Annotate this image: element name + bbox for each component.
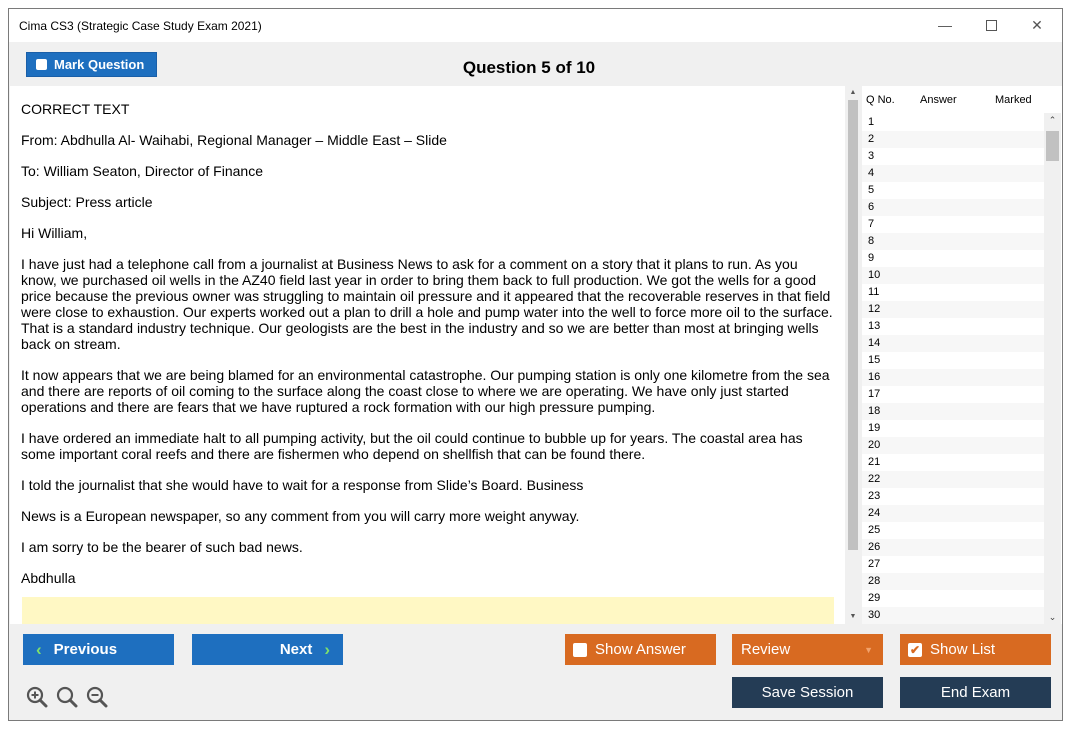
question-number: 25 [868,524,881,536]
chevron-down-icon[interactable]: ⌄ [1048,612,1057,622]
window-title: Cima CS3 (Strategic Case Study Exam 2021) [19,19,262,33]
content-paragraph: CORRECT TEXT [21,101,130,117]
show-list-button[interactable] [900,634,1051,665]
question-row[interactable] [862,471,1044,488]
save-session-label: Save Session [761,684,854,701]
show-list-label: Show List [930,641,996,658]
title-bar [9,9,1062,42]
question-number: 20 [868,439,881,451]
question-number: 27 [868,558,881,570]
zoom-reset-icon[interactable] [56,686,78,708]
question-row[interactable] [862,505,1044,522]
question-number: 9 [868,252,875,264]
question-number: 19 [868,422,881,434]
next-label: Next [279,641,313,658]
question-number: 8 [868,235,875,247]
question-number: 6 [868,201,875,213]
qno-header: Q No. [866,94,895,106]
question-list-header [862,86,1042,111]
question-number: 22 [868,473,881,485]
question-row[interactable] [862,386,1044,403]
question-row[interactable] [862,250,1044,267]
review-dropdown[interactable] [732,634,883,665]
content-paragraph: I have just had a telephone call from a journalist at Business News to ask for a comment on a story that it plans to run. As you know, we purchased oil wells in the AZ40 field last year in order to bring them back to full production. We got the wells for a good price because the previous owner was struggling to maintain oil pressure and it appeared that the recoverable reserves in that field were close to exhaustion. Our experts worked out a plan to drill a hole and pump water into the well to force more oil to the surface. That is a standard industry technique. Our geologists are the best in the industry and so we are better than most at bringing wells back on stream. [21,256,833,352]
review-label: Review [741,641,791,658]
question-number: 26 [868,541,881,553]
content-paragraph: Hi William, [21,225,88,241]
question-row[interactable] [862,148,1044,165]
content-scrollbar[interactable] [845,86,861,624]
content-paragraph: News is a European newspaper, so any comment from you will carry more weight anyway. [21,508,580,524]
zoom-out-icon[interactable] [86,686,108,708]
scroll-down-icon[interactable]: ▼ [849,613,857,620]
question-row[interactable] [862,369,1044,386]
question-row[interactable] [862,539,1044,556]
app-window [8,8,1063,721]
question-list-scrollbar[interactable] [1044,113,1061,624]
question-row[interactable] [862,590,1044,607]
chevron-right-icon: › [324,639,330,659]
maximize-button[interactable] [971,13,1011,37]
content-paragraph: It now appears that we are being blamed for an environmental catastrophe. Our pumping station is only one kilometre from the sea and there are reports of oil coming to the surface along the coast close to where we are operating. We have only just started operations and there are fears that we have ruptured a rock formation with our high pressure pumping. [21,367,830,415]
question-number: 24 [868,507,881,519]
mark-question-label: Mark Question [54,57,145,72]
question-row[interactable] [862,556,1044,573]
question-number: 7 [868,218,875,230]
question-number: 12 [868,303,881,315]
question-row[interactable] [862,233,1044,250]
content-paragraph: I have ordered an immediate halt to all pumping activity, but the oil could continue to bubble up for years. The coastal area has some important coral reefs and there are fishermen who depend on shellfish that can be found there. [21,430,803,462]
question-number: 17 [868,388,881,400]
show-answer-checkbox-icon [573,643,587,657]
question-row[interactable] [862,607,1044,624]
show-answer-label: Show Answer [595,641,686,658]
question-list-scroll-thumb[interactable] [1046,131,1059,161]
close-icon: ✕ [1031,16,1043,33]
question-number: 16 [868,371,881,383]
chevron-left-icon: ‹ [36,639,42,659]
next-button[interactable] [192,634,343,665]
question-row[interactable] [862,114,1044,131]
scroll-up-icon[interactable]: ▲ [849,89,857,96]
end-exam-button[interactable] [900,677,1051,708]
content-paragraph: Abdhulla [21,570,76,586]
question-content [10,86,845,624]
previous-label: Previous [53,641,118,658]
minimize-button[interactable] [925,13,965,37]
question-row[interactable] [862,199,1044,216]
question-row[interactable] [862,335,1044,352]
show-list-checkbox-icon: ✔ [909,642,921,657]
question-row[interactable] [862,267,1044,284]
zoom-in-icon[interactable] [26,686,48,708]
question-row[interactable] [862,573,1044,590]
question-row[interactable] [862,318,1044,335]
question-number: 18 [868,405,881,417]
question-number: 21 [868,456,881,468]
content-paragraph: I told the journalist that she would have to wait for a response from Slide’s Board. Business [21,477,584,493]
previous-button[interactable] [23,634,174,665]
content-paragraph: I am sorry to be the bearer of such bad news. [21,539,303,555]
question-number: 4 [868,167,875,179]
question-row[interactable] [862,454,1044,471]
question-number: 11 [868,286,880,298]
question-number: 30 [868,609,881,621]
question-number: 13 [868,320,881,332]
end-exam-label: End Exam [940,684,1011,701]
content-paragraph: Subject: Press article [21,194,153,210]
content-scroll-thumb[interactable] [848,100,858,550]
question-row[interactable] [862,437,1044,454]
question-row[interactable] [862,216,1044,233]
chevron-down-icon: ▼ [864,644,873,655]
question-row[interactable] [862,352,1044,369]
show-answer-button[interactable] [565,634,716,665]
question-row[interactable] [862,165,1044,182]
question-row[interactable] [862,131,1044,148]
question-row[interactable] [862,182,1044,199]
question-number: 1 [868,116,875,128]
question-toolbar [9,42,1062,87]
question-row[interactable] [862,284,1044,301]
question-row[interactable] [862,301,1044,318]
question-number: 3 [868,150,875,162]
question-row[interactable] [862,420,1044,437]
marked-header: Marked [995,94,1032,106]
question-list [862,86,1062,624]
question-number: 5 [868,184,875,196]
content-paragraph: From: Abdhulla Al- Waihabi, Regional Manager – Middle East – Slide [21,132,447,148]
question-number: 10 [868,269,881,281]
question-row[interactable] [862,403,1044,420]
maximize-icon [986,20,997,31]
save-session-button[interactable] [732,677,883,708]
content-paragraph: To: William Seaton, Director of Finance [21,163,263,179]
question-title: Question 5 of 10 [462,58,596,77]
close-button[interactable] [1017,13,1057,37]
question-number: 28 [868,575,881,587]
question-number: 23 [868,490,881,502]
question-number: 14 [868,337,881,349]
question-row[interactable] [862,522,1044,539]
answer-header: Answer [920,94,957,106]
question-number: 29 [868,592,881,604]
chevron-up-icon[interactable]: ⌃ [1048,115,1057,125]
question-row[interactable] [862,488,1044,505]
minimize-icon: — [938,17,952,33]
question-number: 15 [868,354,881,366]
question-number: 2 [868,133,875,145]
answer-box [22,597,834,624]
